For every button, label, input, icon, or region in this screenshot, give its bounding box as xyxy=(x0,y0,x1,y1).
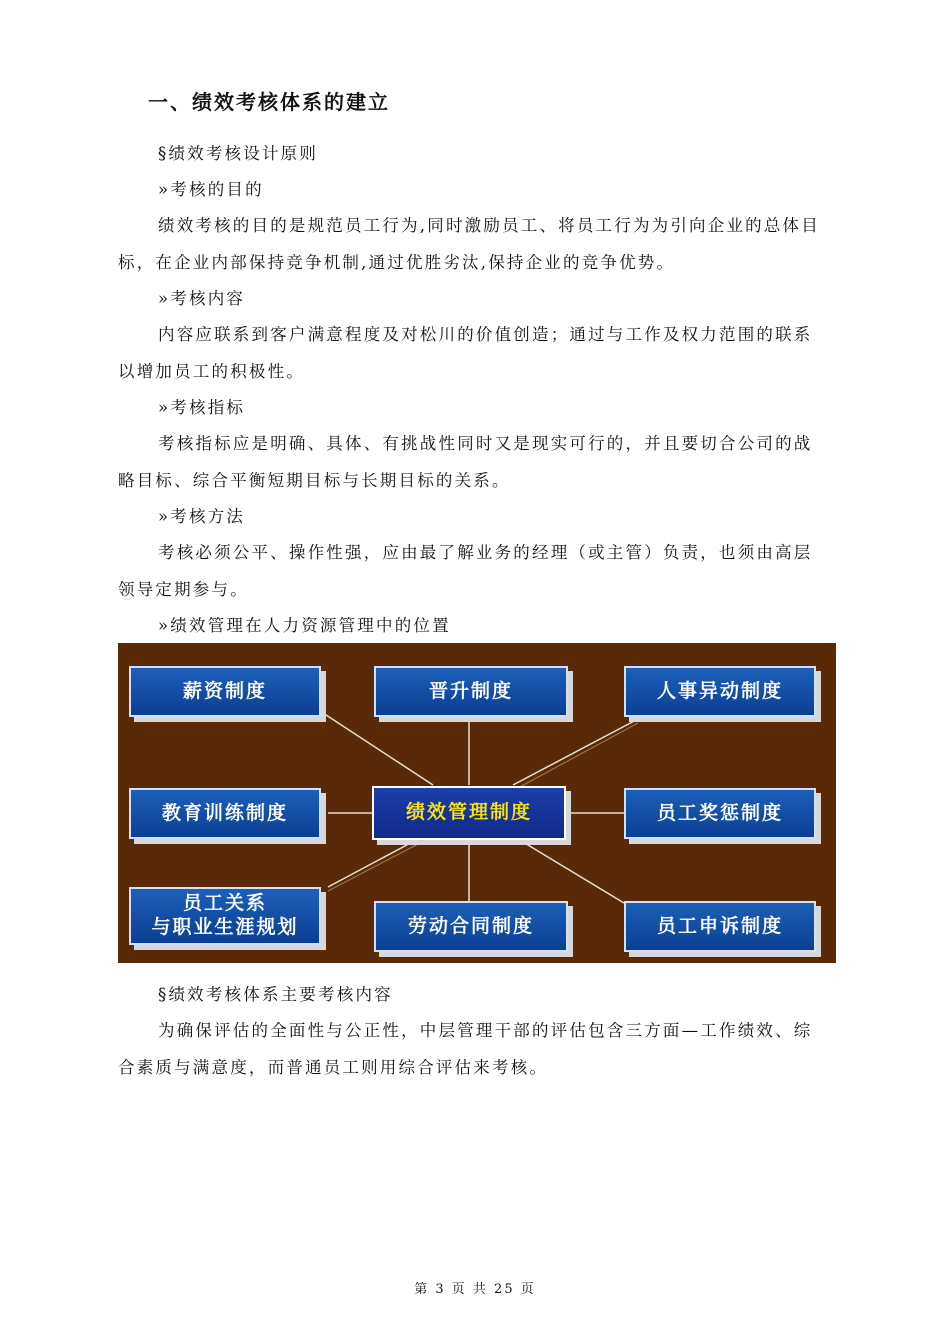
box-label: 员工奖惩制度 xyxy=(656,801,783,824)
paragraph-line: 略目标、综合平衡短期目标与长期目标的关系。 xyxy=(118,471,511,490)
center-label: 绩效管理制度 xyxy=(405,801,532,824)
connector-transfer xyxy=(513,719,638,785)
connector-appeal xyxy=(518,839,624,903)
box-reward-system xyxy=(624,788,816,839)
paragraph-line: 标，在企业内部保持竞争机制,通过优胜劣汰,保持企业的竞争优势。 xyxy=(118,253,676,272)
subheading-content: »考核内容 xyxy=(158,289,246,308)
connector-relations xyxy=(328,839,418,887)
box-label-line-2: 与职业生涯规划 xyxy=(151,916,299,938)
section-heading: 一、绩效考核体系的建立 xyxy=(148,90,390,114)
paragraph-line: 领导定期参与。 xyxy=(118,580,249,599)
connector-salary xyxy=(323,713,433,785)
box-labor-contract-system xyxy=(374,901,568,952)
paragraph-line: 合素质与满意度，而普通员工则用综合评估来考核。 xyxy=(118,1058,549,1077)
subheading-position: »绩效管理在人力资源管理中的位置 xyxy=(158,616,451,635)
subsection-title: §绩效考核设计原则 xyxy=(158,144,319,163)
box-label: 薪资制度 xyxy=(182,679,267,702)
paragraph-line: 为确保评估的全面性与公正性，中层管理干部的评估包含三方面—工作绩效、综 xyxy=(158,1021,813,1040)
box-appeal-system xyxy=(624,901,816,952)
paragraph-line: 内容应联系到客户满意程度及对松川的价值创造；通过与工作及权力范围的联系 xyxy=(158,325,813,344)
paragraph-line: 考核必须公平、操作性强，应由最了解业务的经理（或主管）负责，也须由高层 xyxy=(158,543,813,562)
box-performance-management xyxy=(372,786,566,840)
box-promotion-system xyxy=(374,666,568,717)
box-transfer-system xyxy=(624,666,816,717)
subheading-purpose: »考核的目的 xyxy=(158,180,264,199)
box-training-system xyxy=(129,788,321,839)
box-salary-system xyxy=(129,666,321,717)
box-label: 人事异动制度 xyxy=(656,679,783,702)
box-label-line-1: 员工关系 xyxy=(182,892,267,915)
box-label: 晋升制度 xyxy=(428,679,513,702)
paragraph-line: 考核指标应是明确、具体、有挑战性同时又是现实可行的，并且要切合公司的战 xyxy=(158,434,813,453)
box-label: 劳动合同制度 xyxy=(407,914,534,937)
hr-system-diagram xyxy=(118,643,836,963)
paragraph-line: 以增加员工的积极性。 xyxy=(118,362,305,381)
page-footer: 第 3 页 共 25 页 xyxy=(414,1282,536,1297)
subheading-methods: »考核方法 xyxy=(158,507,246,526)
subheading-indicators: »考核指标 xyxy=(158,398,246,417)
subsection-title: §绩效考核体系主要考核内容 xyxy=(158,985,393,1004)
box-label: 教育训练制度 xyxy=(161,801,288,824)
paragraph-line: 绩效考核的目的是规范员工行为,同时激励员工、将员工行为为引向企业的总体目 xyxy=(158,216,820,235)
box-label: 员工申诉制度 xyxy=(656,914,783,937)
box-employee-relations xyxy=(129,887,321,945)
